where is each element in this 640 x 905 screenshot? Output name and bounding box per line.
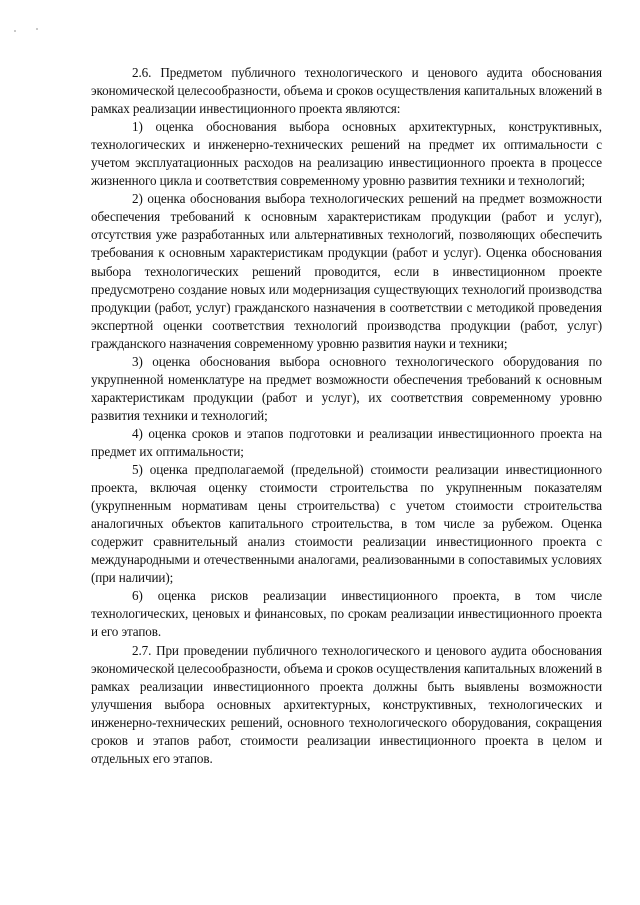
list-item-3: 3) оценка обоснования выбора основного технологического оборудования по укрупненной номенклатуре на предмет возможности обеспечения требований к основным характеристикам продукции (работ и услуг), их соответствия современному уровню развития техники и технологий; <box>91 353 602 423</box>
list-item-6: 6) оценка рисков реализации инвестиционного проекта, в том числе технологических, ценовых и финансовых, по срокам реализации инвестиционного проекта и его этапов. <box>91 588 602 640</box>
document-body <box>91 64 602 768</box>
paragraph-2-7: 2.7. При проведении публичного технологического и ценового аудита обоснования экономической целесообразности, объема и сроков осуществления капитальных вложений в рамках реализации инвестиционного проекта должны быть выявлены возможности улучшения выбора основных архитектурных, конструктивных, технологических и инженерно-технических решений, основного технологического оборудования, сокращения сроков и этапов работ, стоимости реализации инвестиционного проекта в целом и отдельных его этапов. <box>91 642 602 766</box>
list-item-5: 5) оценка предполагаемой (предельной) стоимости реализации инвестиционного проекта, включая оценку стоимости строительства по укрупненным показателям (укрупненным нормативам цены строительства) с учетом стоимости строительства аналогичных объектов капитального строительства, в том числе за рубежом. Оценка содержит сравнительный анализ стоимости реализации инвестиционного проекта с международными и отечественными аналогами, реализованными в сопоставимых условиях (при наличии); <box>91 462 602 586</box>
list-item-4: 4) оценка сроков и этапов подготовки и реализации инвестиционного проекта на предмет их оптимальности; <box>91 425 602 459</box>
paragraph-2-6: 2.6. Предметом публичного технологического и ценового аудита обоснования экономической целесообразности, объема и сроков осуществления капитальных вложений в рамках реализации инвестиционного проекта являются: <box>91 65 602 117</box>
scan-artifact <box>14 28 40 34</box>
list-item-2: 2) оценка обоснования выбора технологических решений на предмет возможности обеспечения требований к основным характеристикам продукции (работ и услуг), отсутствия уже разработанных или альтернативных технологий, позволяющих обеспечить требования к основным характеристикам продукции (работ и услуг). Оценка обоснования выбора технологических решений проводится, если в инвестиционном проекте предусмотрено создание новых или модернизация существующих технологий производства продукции (работ, услуг) гражданского назначения в соответствии с методикой проведения экспертной оценки соответствия технологий производства продукции (работ, услуг) гражданского назначения современному уровню развития науки и техники; <box>91 191 602 351</box>
list-item-1: 1) оценка обоснования выбора основных архитектурных, конструктивных, технологических и инженерно-технических решений на предмет их оптимальности с учетом эксплуатационных расходов на реализацию инвестиционного проекта в процессе жизненного цикла и соответствия современному уровню развития техники и технологий; <box>91 119 602 189</box>
